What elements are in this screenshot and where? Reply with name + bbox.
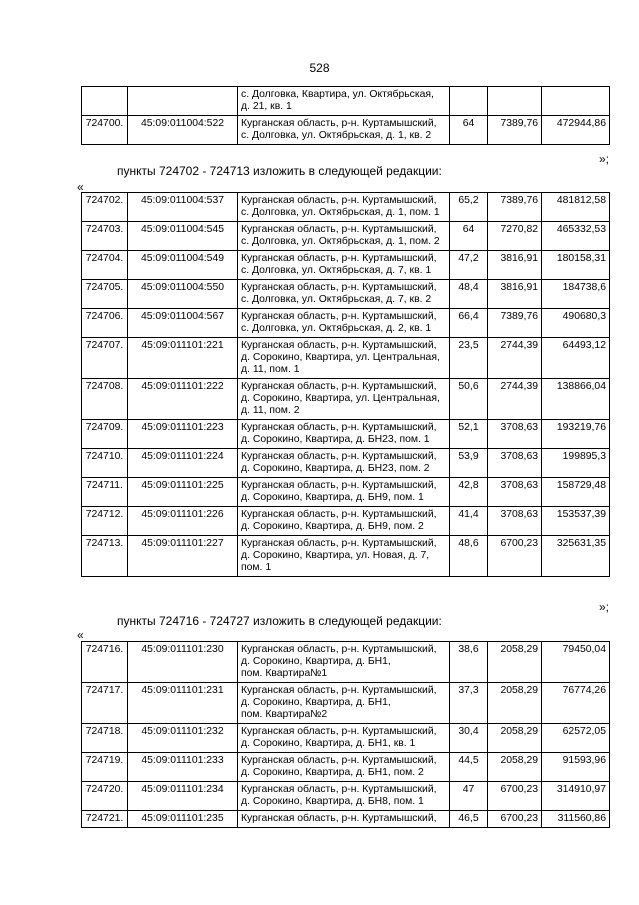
address-cell <box>238 449 450 478</box>
address-line: Курганская область, р-н. Куртамышский, <box>241 118 437 129</box>
table-row <box>82 420 610 449</box>
total-value-cell <box>542 87 610 116</box>
address-line: д. Сорокино, Квартира, ул. Новая, д. 7, <box>241 550 430 561</box>
table-row <box>82 642 610 683</box>
address-line: с. Долговка, Квартира, ул. Октябрьская, <box>241 89 434 100</box>
address-line: д. Сорокино, Квартира, ул. Центральная, <box>241 352 440 363</box>
table-row <box>82 193 610 222</box>
cadastral-number-cell: 45:09:011101:222 <box>128 379 238 420</box>
price-per-unit-cell: 2058,29 <box>488 724 542 753</box>
area-cell: 47 <box>450 782 488 811</box>
address-cell <box>238 379 450 420</box>
cadastral-number-cell: 45:09:011004:537 <box>128 193 238 222</box>
row-number-cell: 724721. <box>82 811 128 828</box>
address-line: Курганская область, р-н. Куртамышский, <box>241 480 437 491</box>
cadastral-number-cell: 45:09:011101:221 <box>128 338 238 379</box>
cadastral-number-cell: 45:09:011004:567 <box>128 309 238 338</box>
address-cell <box>238 683 450 724</box>
address-line: с. Долговка, ул. Октябрьская, д. 1, пом. 1 <box>241 207 440 218</box>
total-value-cell: 472944,86 <box>542 116 610 145</box>
address-cell <box>238 251 450 280</box>
row-number-cell: 724711. <box>82 478 128 507</box>
table-row <box>82 478 610 507</box>
address-line: д. Сорокино, Квартира, ул. Центральная, <box>241 393 440 404</box>
area-cell: 46,5 <box>450 811 488 828</box>
area-cell: 65,2 <box>450 193 488 222</box>
row-number-cell: 724716. <box>82 642 128 683</box>
address-line: Курганская область, р-н. Куртамышский, <box>241 813 437 824</box>
address-cell <box>238 811 450 828</box>
address-cell <box>238 338 450 379</box>
address-line: Курганская область, р-н. Куртамышский, <box>241 282 437 293</box>
price-per-unit-cell: 2058,29 <box>488 642 542 683</box>
price-per-unit-cell <box>488 87 542 116</box>
area-cell: 44,5 <box>450 753 488 782</box>
total-value-cell: 91593,96 <box>542 753 610 782</box>
area-cell: 48,6 <box>450 536 488 577</box>
cadastral-number-cell: 45:09:011004:545 <box>128 222 238 251</box>
row-number-cell: 724705. <box>82 280 128 309</box>
area-cell: 23,5 <box>450 338 488 379</box>
cadastral-number-cell: 45:09:011101:235 <box>128 811 238 828</box>
area-cell: 37,3 <box>450 683 488 724</box>
area-cell: 52,1 <box>450 420 488 449</box>
address-line: Курганская область, р-н. Куртамышский, <box>241 538 437 549</box>
address-line: Курганская область, р-н. Куртамышский, <box>241 311 437 322</box>
address-line: д. 11, пом. 2 <box>241 405 300 416</box>
address-line: пом. Квартира№1 <box>241 668 328 679</box>
table-row <box>82 87 610 116</box>
table-row <box>82 683 610 724</box>
address-line: д. Сорокино, Квартира, д. БН1, пом. 2 <box>241 767 424 778</box>
area-cell: 50,6 <box>450 379 488 420</box>
price-per-unit-cell: 6700,23 <box>488 536 542 577</box>
row-number-cell: 724720. <box>82 782 128 811</box>
amendment-instruction: пункты 724716 - 724727 изложить в следующей редакции: <box>117 614 442 628</box>
address-line: д. Сорокино, Квартира, д. БН8, пом. 1 <box>241 796 424 807</box>
cadastral-number-cell: 45:09:011101:223 <box>128 420 238 449</box>
price-per-unit-cell: 3708,63 <box>488 478 542 507</box>
area-cell: 38,6 <box>450 642 488 683</box>
cadastral-number-cell: 45:09:011004:549 <box>128 251 238 280</box>
total-value-cell: 62572,05 <box>542 724 610 753</box>
address-line: Курганская область, р-н. Куртамышский, <box>241 195 437 206</box>
price-per-unit-cell: 7270,82 <box>488 222 542 251</box>
address-line: Курганская область, р-н. Куртамышский, <box>241 755 437 766</box>
price-per-unit-cell: 3708,63 <box>488 507 542 536</box>
table-row <box>82 724 610 753</box>
total-value-cell: 193219,76 <box>542 420 610 449</box>
table-row <box>82 811 610 828</box>
address-line: Курганская область, р-н. Куртамышский, <box>241 509 437 520</box>
address-line: с. Долговка, ул. Октябрьская, д. 1, пом. 2 <box>241 236 440 247</box>
address-line: Курганская область, р-н. Куртамышский, <box>241 451 437 462</box>
page-number: 528 <box>309 61 330 75</box>
price-per-unit-cell: 7389,76 <box>488 116 542 145</box>
total-value-cell: 138866,04 <box>542 379 610 420</box>
address-cell <box>238 193 450 222</box>
address-cell <box>238 116 450 145</box>
address-line: Курганская область, р-н. Куртамышский, <box>241 644 437 655</box>
row-number-cell: 724700. <box>82 116 128 145</box>
total-value-cell: 180158,31 <box>542 251 610 280</box>
table-row <box>82 338 610 379</box>
address-line: д. Сорокино, Квартира, д. БН23, пом. 2 <box>241 463 430 474</box>
address-line: пом. 1 <box>241 562 272 573</box>
area-cell: 42,8 <box>450 478 488 507</box>
row-number-cell: 724708. <box>82 379 128 420</box>
area-cell: 48,4 <box>450 280 488 309</box>
address-cell <box>238 478 450 507</box>
cadastral-number-cell: 45:09:011101:234 <box>128 782 238 811</box>
address-line: д. Сорокино, Квартира, д. БН23, пом. 1 <box>241 434 430 445</box>
area-cell: 53,9 <box>450 449 488 478</box>
price-per-unit-cell: 2058,29 <box>488 753 542 782</box>
address-line: д. Сорокино, Квартира, д. БН1, <box>241 656 391 667</box>
address-line: Курганская область, р-н. Куртамышский, <box>241 726 437 737</box>
total-value-cell: 465332,53 <box>542 222 610 251</box>
table-row <box>82 222 610 251</box>
opening-quote: « <box>77 180 84 194</box>
address-line: Курганская область, р-н. Куртамышский, <box>241 381 437 392</box>
address-line: д. Сорокино, Квартира, д. БН9, пом. 2 <box>241 521 424 532</box>
total-value-cell: 153537,39 <box>542 507 610 536</box>
address-line: с. Долговка, ул. Октябрьская, д. 1, кв. 2 <box>241 130 432 141</box>
area-cell: 30,4 <box>450 724 488 753</box>
area-cell: 47,2 <box>450 251 488 280</box>
opening-quote: « <box>77 628 84 642</box>
total-value-cell: 79450,04 <box>542 642 610 683</box>
address-line: Курганская область, р-н. Куртамышский, <box>241 422 437 433</box>
address-line: д. Сорокино, Квартира, д. БН1, <box>241 697 391 708</box>
address-line: с. Долговка, ул. Октябрьская, д. 7, кв. 1 <box>241 265 432 276</box>
address-line: д. 21, кв. 1 <box>241 101 292 112</box>
address-line: с. Долговка, ул. Октябрьская, д. 7, кв. 2 <box>241 294 432 305</box>
address-cell <box>238 536 450 577</box>
row-number-cell: 724707. <box>82 338 128 379</box>
area-cell: 64 <box>450 116 488 145</box>
price-per-unit-cell: 3708,63 <box>488 420 542 449</box>
property-table-2 <box>81 192 610 577</box>
price-per-unit-cell: 3708,63 <box>488 449 542 478</box>
address-cell <box>238 724 450 753</box>
total-value-cell: 490680,3 <box>542 309 610 338</box>
total-value-cell: 199895,3 <box>542 449 610 478</box>
total-value-cell: 184738,6 <box>542 280 610 309</box>
cadastral-number-cell: 45:09:011101:233 <box>128 753 238 782</box>
table-row <box>82 753 610 782</box>
table-row <box>82 309 610 338</box>
cadastral-number-cell: 45:09:011101:227 <box>128 536 238 577</box>
row-number-cell: 724717. <box>82 683 128 724</box>
row-number-cell: 724706. <box>82 309 128 338</box>
total-value-cell: 64493,12 <box>542 338 610 379</box>
cadastral-number-cell: 45:09:011004:522 <box>128 116 238 145</box>
total-value-cell: 76774,26 <box>542 683 610 724</box>
cadastral-number-cell: 45:09:011101:226 <box>128 507 238 536</box>
address-line: д. Сорокино, Квартира, д. БН9, пом. 1 <box>241 492 424 503</box>
area-cell: 66,4 <box>450 309 488 338</box>
price-per-unit-cell: 6700,23 <box>488 811 542 828</box>
address-cell <box>238 782 450 811</box>
row-number-cell <box>82 87 128 116</box>
table-row <box>82 782 610 811</box>
address-cell <box>238 87 450 116</box>
table-row <box>82 536 610 577</box>
row-number-cell: 724713. <box>82 536 128 577</box>
cadastral-number-cell <box>128 87 238 116</box>
property-table-3 <box>81 641 610 828</box>
total-value-cell: 311560,86 <box>542 811 610 828</box>
address-line: Курганская область, р-н. Куртамышский, <box>241 224 437 235</box>
address-line: д. Сорокино, Квартира, д. БН1, кв. 1 <box>241 738 416 749</box>
address-line: пом. Квартира№2 <box>241 709 328 720</box>
row-number-cell: 724718. <box>82 724 128 753</box>
row-number-cell: 724712. <box>82 507 128 536</box>
cadastral-number-cell: 45:09:011101:230 <box>128 642 238 683</box>
address-cell <box>238 222 450 251</box>
address-cell <box>238 642 450 683</box>
address-line: с. Долговка, ул. Октябрьская, д. 2, кв. 1 <box>241 323 432 334</box>
closing-quote: »; <box>598 600 609 614</box>
table-row <box>82 507 610 536</box>
address-cell <box>238 280 450 309</box>
price-per-unit-cell: 2058,29 <box>488 683 542 724</box>
table-row <box>82 449 610 478</box>
price-per-unit-cell: 3816,91 <box>488 280 542 309</box>
table-row <box>82 280 610 309</box>
price-per-unit-cell: 6700,23 <box>488 782 542 811</box>
address-cell <box>238 753 450 782</box>
cadastral-number-cell: 45:09:011101:232 <box>128 724 238 753</box>
property-table-1 <box>81 86 610 145</box>
address-line: Курганская область, р-н. Куртамышский, <box>241 685 437 696</box>
row-number-cell: 724702. <box>82 193 128 222</box>
cadastral-number-cell: 45:09:011004:550 <box>128 280 238 309</box>
amendment-instruction: пункты 724702 - 724713 изложить в следующей редакции: <box>117 164 442 178</box>
total-value-cell: 481812,58 <box>542 193 610 222</box>
total-value-cell: 325631,35 <box>542 536 610 577</box>
area-cell: 41,4 <box>450 507 488 536</box>
area-cell: 64 <box>450 222 488 251</box>
row-number-cell: 724704. <box>82 251 128 280</box>
cadastral-number-cell: 45:09:011101:225 <box>128 478 238 507</box>
address-cell <box>238 420 450 449</box>
table-row <box>82 379 610 420</box>
row-number-cell: 724719. <box>82 753 128 782</box>
address-cell <box>238 309 450 338</box>
address-line: Курганская область, р-н. Куртамышский, <box>241 253 437 264</box>
address-line: д. 11, пом. 1 <box>241 364 300 375</box>
row-number-cell: 724710. <box>82 449 128 478</box>
total-value-cell: 158729,48 <box>542 478 610 507</box>
price-per-unit-cell: 2744,39 <box>488 379 542 420</box>
price-per-unit-cell: 7389,76 <box>488 193 542 222</box>
total-value-cell: 314910,97 <box>542 782 610 811</box>
address-line: Курганская область, р-н. Куртамышский, <box>241 340 437 351</box>
address-cell <box>238 507 450 536</box>
row-number-cell: 724709. <box>82 420 128 449</box>
table-row <box>82 251 610 280</box>
table-row <box>82 116 610 145</box>
price-per-unit-cell: 7389,76 <box>488 309 542 338</box>
row-number-cell: 724703. <box>82 222 128 251</box>
price-per-unit-cell: 3816,91 <box>488 251 542 280</box>
area-cell <box>450 87 488 116</box>
address-line: Курганская область, р-н. Куртамышский, <box>241 784 437 795</box>
closing-quote: »; <box>598 152 609 166</box>
cadastral-number-cell: 45:09:011101:231 <box>128 683 238 724</box>
price-per-unit-cell: 2744,39 <box>488 338 542 379</box>
cadastral-number-cell: 45:09:011101:224 <box>128 449 238 478</box>
